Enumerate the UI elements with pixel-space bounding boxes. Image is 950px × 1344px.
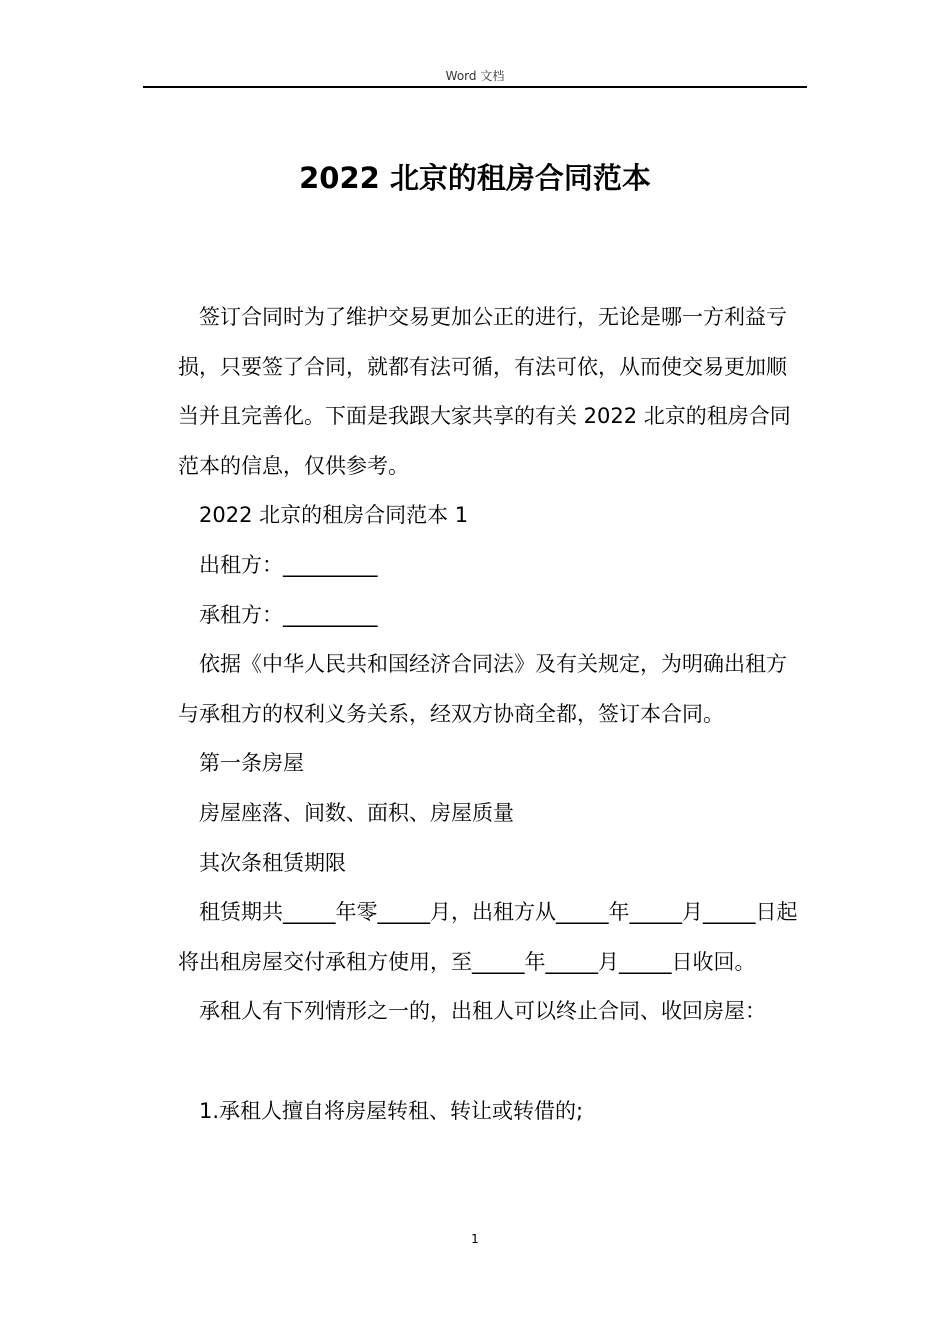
termination-item-1: 1.承租人擅自将房屋转租、转让或转借的; <box>199 1098 584 1123</box>
lease-term-paragraph: 租赁期共_____年零_____月，出租方从_____年_____月_____日起将出租房屋交付承租方使用，至_____年_____月_____日收回。 <box>178 900 798 974</box>
lessee-field: 承租方：_________ <box>199 602 378 627</box>
legal-basis-paragraph: 依据《中华人民共和国经济合同法》及有关规定，为明确出租方与承租方的权利义务关系，经双方协商全都，签订本合同。 <box>178 652 787 726</box>
termination-conditions-paragraph: 承租人有下列情形之一的，出租人可以终止合同、收回房屋： <box>199 999 766 1024</box>
article-one-heading: 第一条房屋 <box>199 751 304 776</box>
intro-paragraph: 签订合同时为了维护交易更加公正的进行，无论是哪一方利益亏损，只要签了合同，就都有法可循，有法可依，从而使交易更加顺当并且完善化。下面是我跟大家共享的有关 2022 北京的租房合同范本的信息，仅供参考。 <box>178 305 791 478</box>
page-number: 1 <box>471 1232 479 1246</box>
section-heading: 2022 北京的租房合同范本 1 <box>199 503 469 528</box>
header-divider <box>143 86 807 88</box>
document-title: 2022 北京的租房合同范本 <box>299 161 651 195</box>
article-one-content: 房屋座落、间数、面积、房屋质量 <box>199 800 514 825</box>
document-body <box>178 293 806 1137</box>
page-header-label: Word 文档 <box>445 69 505 83</box>
lessor-field: 出租方：_________ <box>199 552 378 577</box>
article-two-heading: 其次条租赁期限 <box>199 850 346 875</box>
